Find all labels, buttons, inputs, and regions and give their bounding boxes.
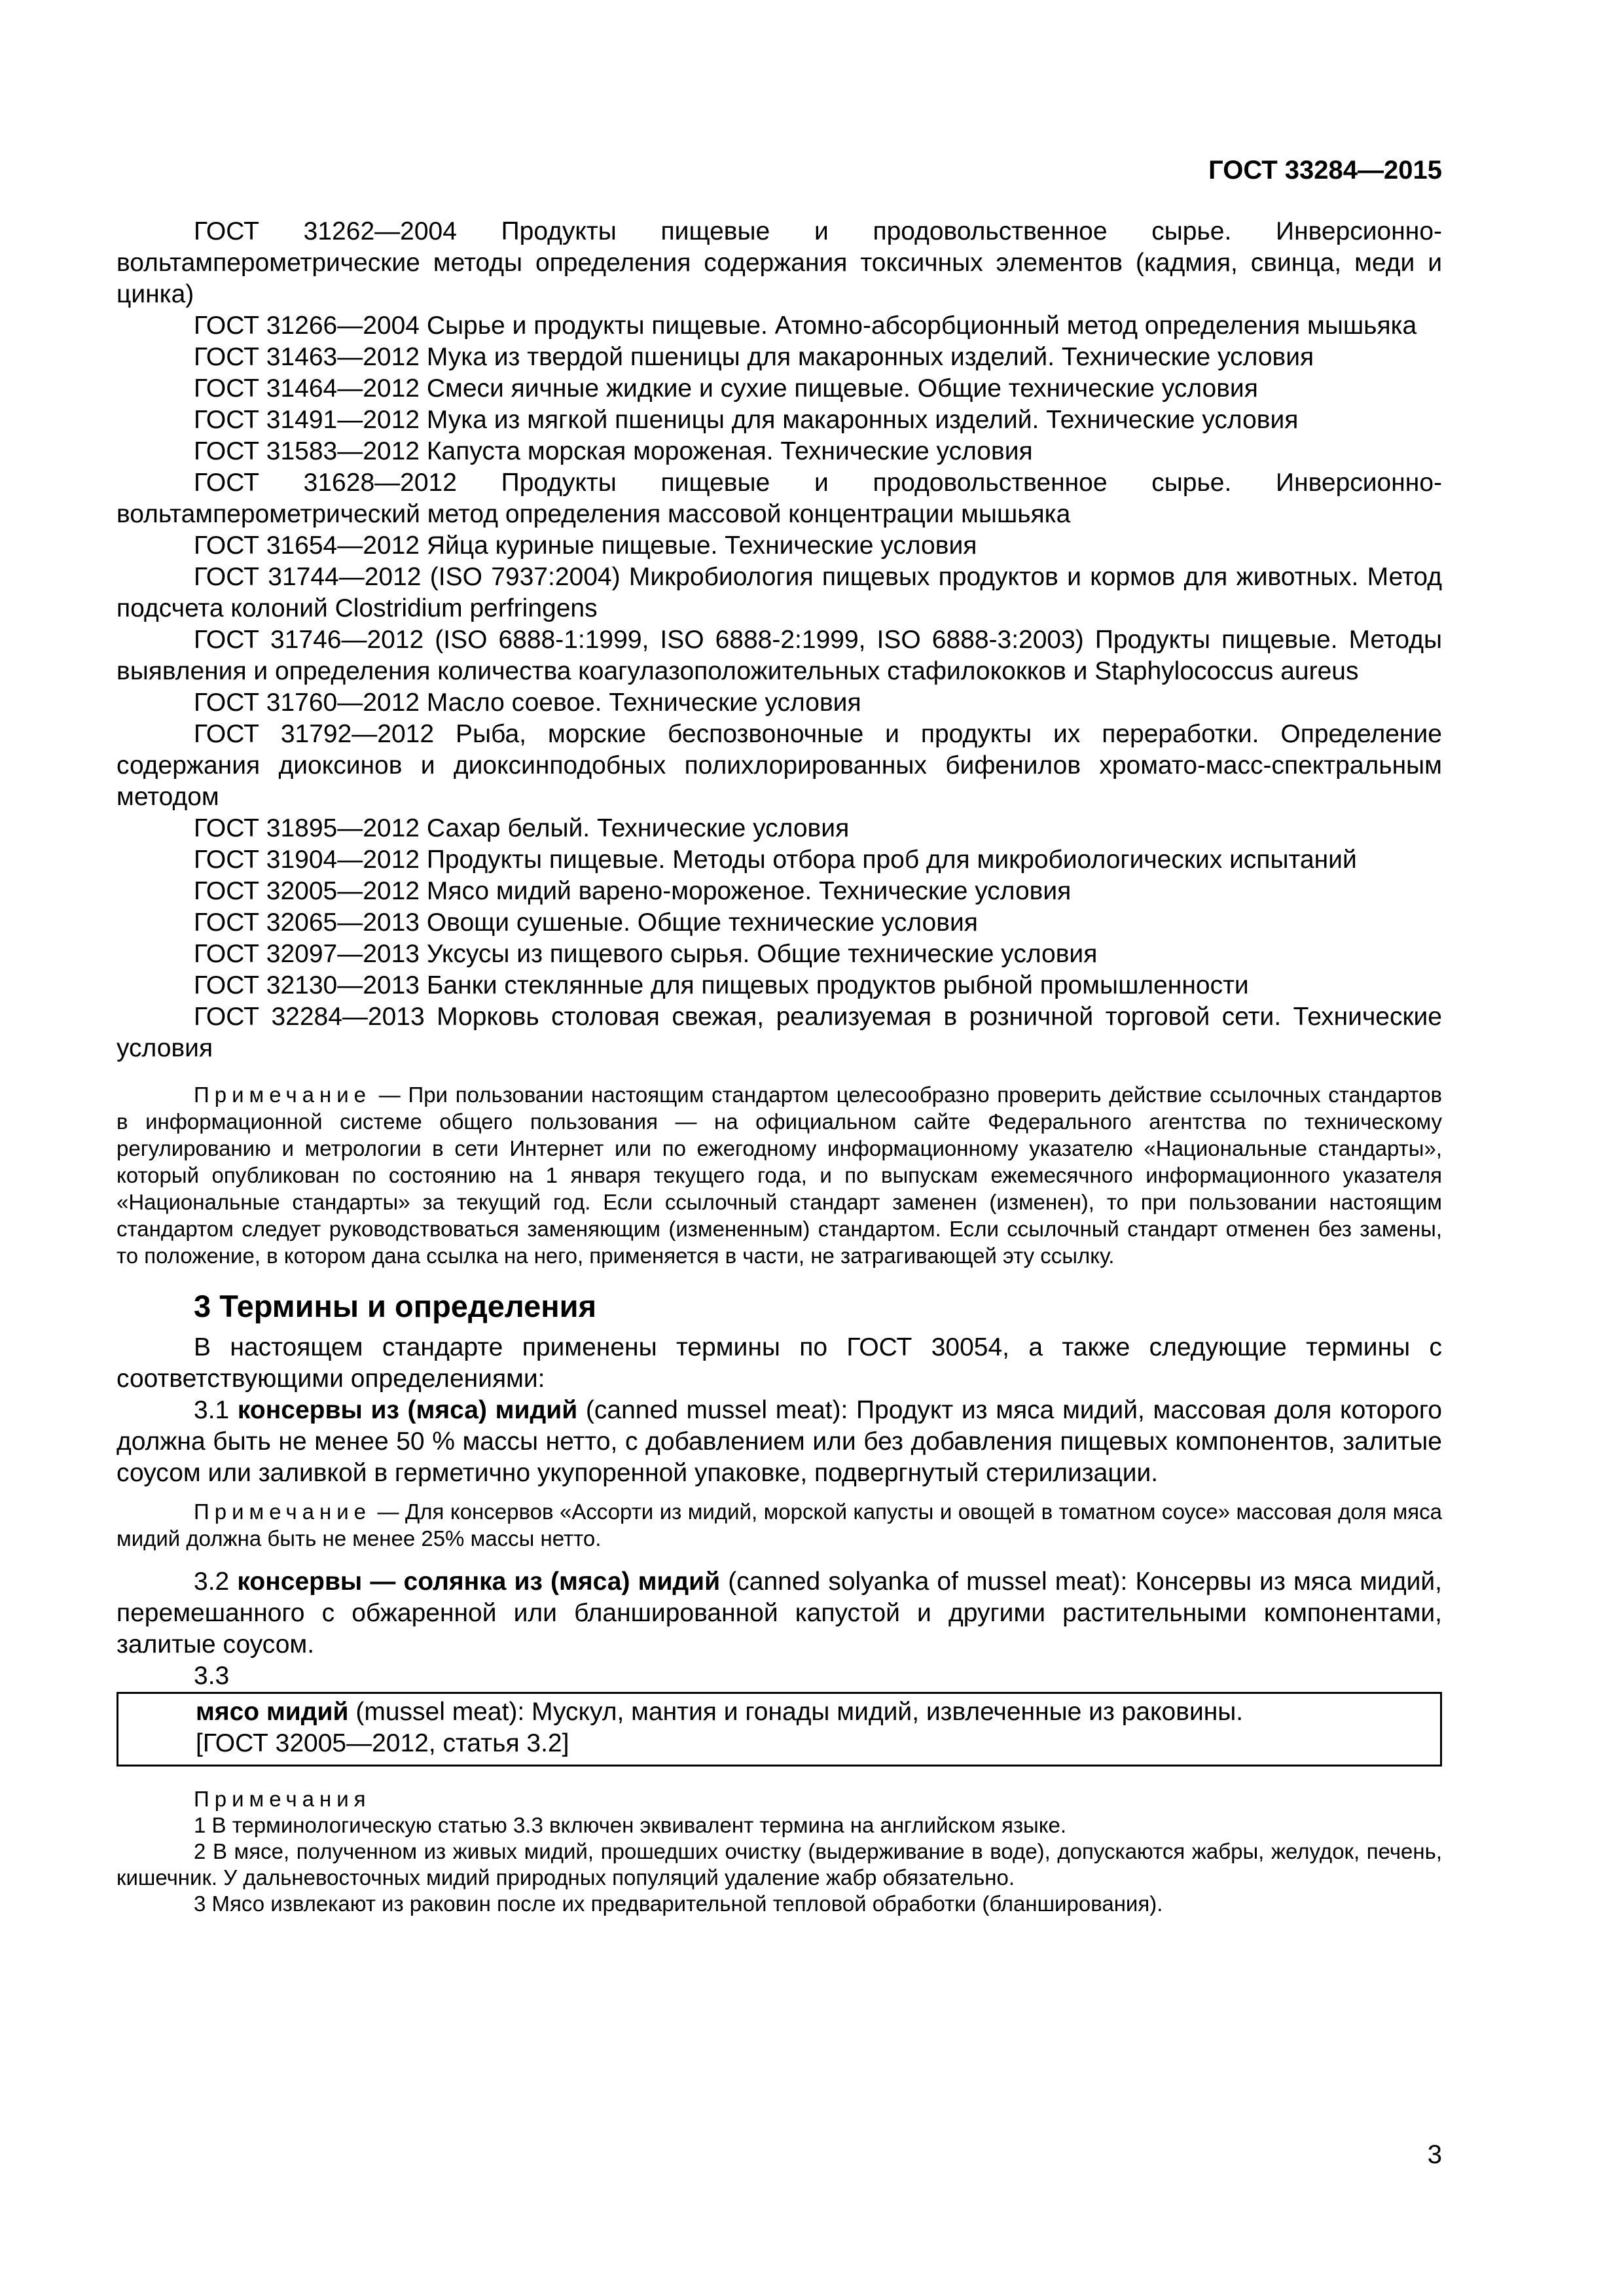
term-definition: (canned solyanka of mussel meat): Консервы из мяса мидий, перемешанного с обжаренной или бланшированной капустой и другими растительными компонентами, залитые соусом. — [117, 1568, 1442, 1659]
reference-item: ГОСТ 31792—2012 Рыба, морские беспозвоночные и продукты их переработки. Определение содержания диоксинов и диоксинподобных полихлорированных бифенилов хромато-масс-спектральным методом — [117, 720, 1442, 811]
reference-item: ГОСТ 31262—2004 Продукты пищевые и продовольственное сырье. Инверсионно-вольтамперометрические методы определения содержания токсичных элементов (кадмия, свинца, меди и цинка) — [117, 217, 1442, 308]
reference-item: ГОСТ 32005—2012 Мясо мидий варено-мороженое. Технические условия — [194, 877, 1072, 905]
reference-item: ГОСТ 31760—2012 Масло соевое. Технические условия — [194, 689, 861, 717]
notes-label: Примечания — [194, 1787, 371, 1811]
reference-item: ГОСТ 31746—2012 (ISO 6888-1:1999, ISO 6888-2:1999, ISO 6888-3:2003) Продукты пищевые. Методы выявления и определения количества коагулазоположительных стафилококков и Staphylococcus aureus — [117, 626, 1442, 685]
note-text: — При пользовании настоящим стандартом целесообразно проверить действие ссылочных стандартов в информационной системе общего пользования — на официальном сайте Федерального агентства по техническому регулированию и метрологии в сети Интернет или по ежегодному информационному указателю «Национальные стандарты», который опубликован по состоянию на 1 января текущего года, и по выпускам ежемесячного информационного указателя «Национальные стандарты» за текущий год. Если ссылочный стандарт заменен (изменен), то при пользовании настоящим стандартом следует руководствоваться заменяющим (измененным) стандартом. Если ссылочный стандарт отменен без замены, то положение, в котором дана ссылка на него, применяется в части, не затрагивающей эту ссылку. — [117, 1083, 1442, 1268]
reference-item: ГОСТ 31463—2012 Мука из твердой пшеницы для макаронных изделий. Технические условия — [194, 343, 1314, 371]
term-3-3-line — [118, 1696, 1440, 1728]
term-name: мясо мидий — [196, 1698, 349, 1726]
references-note — [117, 1081, 1442, 1269]
reference-item: ГОСТ 31744—2012 (ISO 7937:2004) Микробиология пищевых продуктов и кормов для животных. Метод подсчета колоний Clostridium perfringens — [117, 563, 1442, 622]
term-name: консервы — солянка из (мяса) мидий — [237, 1568, 721, 1596]
reference-list — [117, 216, 1442, 1064]
reference-item: ГОСТ 31895—2012 Сахар белый. Технические условия — [194, 814, 850, 842]
reference-item: ГОСТ 31654—2012 Яйца куриные пищевые. Технические условия — [194, 531, 977, 560]
document-code-header: ГОСТ 33284—2015 — [1208, 156, 1442, 185]
document-page — [117, 0, 1442, 2296]
reference-item: ГОСТ 31266—2004 Сырье и продукты пищевые. Атомно-абсорбционный метод определения мышьяка — [194, 312, 1417, 340]
page-number: 3 — [1427, 2140, 1442, 2169]
note-item: 1 В терминологическую статью 3.3 включен эквивалент термина на английском языке. — [194, 1813, 1067, 1837]
note-item: 3 Мясо извлекают из раковин после их предварительной тепловой обработки (бланширования). — [194, 1892, 1163, 1916]
reference-item: ГОСТ 31628—2012 Продукты пищевые и продовольственное сырье. Инверсионно-вольтамперометрический метод определения массовой концентрации мышьяка — [117, 469, 1442, 528]
term-3-2 — [117, 1566, 1442, 1660]
section-intro: В настоящем стандарте применены термины по ГОСТ 30054, а также следующие термины с соответствующими определениями: — [117, 1333, 1442, 1393]
reference-item: ГОСТ 31583—2012 Капуста морская мороженая. Технические условия — [194, 437, 1033, 465]
term-notes — [117, 1786, 1442, 1917]
reference-item: ГОСТ 31491—2012 Мука из мягкой пшеницы для макаронных изделий. Технические условия — [194, 406, 1299, 434]
note-text: — Для консервов «Ассорти из мидий, морской капусты и овощей в томатном соусе» массовая доля мяса мидий должна быть не менее 25% массы нетто. — [117, 1499, 1443, 1551]
reference-item: ГОСТ 31904—2012 Продукты пищевые. Методы отбора проб для микробиологических испытаний — [194, 846, 1357, 874]
term-source: [ГОСТ 32005—2012, статья 3.2] — [196, 1729, 569, 1757]
term-definition: (canned mussel meat): Продукт из мяса мидий, массовая доля которого должна быть не менее 50 % массы нетто, с добавлением или без добавления пищевых компонентов, залитые соусом или заливкой в герметично укупоренной упаковке, подвергнутый стерилизации. — [117, 1396, 1442, 1487]
reference-item: ГОСТ 31464—2012 Смеси яичные жидкие и сухие пищевые. Общие технические условия — [194, 374, 1258, 403]
reference-item: ГОСТ 32065—2013 Овощи сушеные. Общие технические условия — [194, 908, 978, 937]
term-3-3-box — [117, 1692, 1442, 1767]
reference-item: ГОСТ 32284—2013 Морковь столовая свежая, реализуемая в розничной торговой сети. Технические условия — [117, 1003, 1442, 1062]
term-3-1 — [117, 1395, 1442, 1489]
term-number: 3.1 — [194, 1396, 230, 1424]
document-body — [117, 216, 1442, 1917]
term-3-3-number: 3.3 — [194, 1662, 230, 1690]
term-name: консервы из (мяса) мидий — [237, 1396, 578, 1424]
note-item: 2 В мясе, полученном из живых мидий, прошедших очистку (выдерживание в воде), допускаются жабры, желудок, печень, кишечник. У дальневосточных мидий природных популяций удаление жабр обязательно. — [117, 1839, 1442, 1890]
note-label: Примечание — [194, 1499, 372, 1524]
note-label: Примечание — [194, 1083, 372, 1107]
term-3-1-note — [117, 1498, 1442, 1552]
term-definition: (mussel meat): Мускул, мантия и гонады мидий, извлеченные из раковины. — [355, 1698, 1244, 1726]
term-number: 3.2 — [194, 1568, 230, 1596]
section-heading: 3 Термины и определения — [194, 1289, 596, 1323]
reference-item: ГОСТ 32097—2013 Уксусы из пищевого сырья. Общие технические условия — [194, 940, 1098, 968]
reference-item: ГОСТ 32130—2013 Банки стеклянные для пищевых продуктов рыбной промышленности — [194, 971, 1249, 999]
